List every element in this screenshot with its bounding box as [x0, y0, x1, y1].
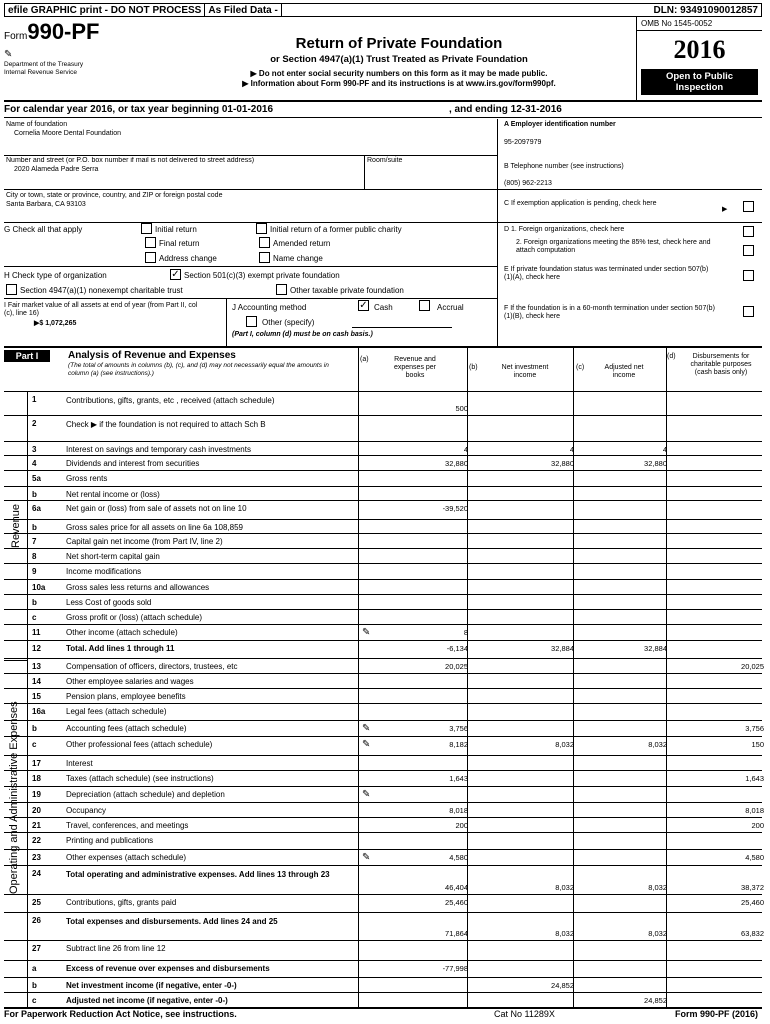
expenses-side-label: Operating and Administrative Expenses	[8, 701, 20, 894]
room-label: Room/suite	[367, 157, 403, 164]
table-row	[4, 771, 762, 787]
cell-d: 20,025	[741, 662, 764, 671]
table-row	[4, 549, 762, 564]
cell-a: -6,134	[446, 644, 468, 653]
agency-label: Department of the Treasury Internal Revenue Service	[4, 61, 84, 76]
phone-label: B Telephone number (see instructions)	[504, 163, 624, 170]
line-label: Contributions, gifts, grants, etc , received (attach schedule)	[66, 396, 275, 405]
omb-number: OMB No 1545-0052	[637, 17, 762, 31]
line-label: Legal fees (attach schedule)	[66, 707, 167, 716]
line-label: Other employee salaries and wages	[66, 677, 194, 686]
other-method-checkbox[interactable]	[246, 316, 257, 327]
table-row	[4, 487, 762, 501]
line-label: Printing and publications	[66, 836, 154, 845]
form-note-1: ▶ Do not enter social security numbers on this form as it may be made public.	[250, 69, 548, 78]
cash-checkbox[interactable]	[358, 300, 369, 311]
table-row	[4, 737, 762, 756]
address-change-label: Address change	[159, 254, 217, 263]
final-return-label: Final return	[159, 239, 200, 248]
ein-value: 95-2097979	[504, 139, 542, 146]
tax-year: 2016	[673, 35, 726, 64]
foundation-name: Cornelia Moore Dental Foundation	[14, 130, 122, 137]
form-subtitle: or Section 4947(a)(1) Trust Treated as Private Foundation	[270, 54, 528, 65]
line-label: Pension plans, employee benefits	[66, 692, 186, 701]
col-a-tag: (a)	[360, 356, 369, 363]
line-label: Interest on savings and temporary cash investments	[66, 445, 251, 454]
table-row	[4, 978, 762, 993]
final-return-checkbox[interactable]	[145, 237, 156, 248]
g-label: G Check all that apply	[4, 225, 83, 234]
d2-checkbox[interactable]	[743, 245, 754, 256]
line-label: Accounting fees (attach schedule)	[66, 724, 187, 733]
line-label: Other expenses (attach schedule)	[66, 853, 187, 862]
cell-d: 150	[751, 740, 764, 749]
table-row	[4, 392, 762, 416]
i-label: I Fair market value of all assets at end of year (from Part II, col (c), line 16)	[4, 302, 198, 317]
line-number: 8	[32, 552, 37, 561]
h-4947-checkbox[interactable]	[6, 284, 17, 295]
line-label: Net rental income or (loss)	[66, 490, 160, 499]
cell-d: 1,643	[745, 774, 764, 783]
line-number: 12	[32, 644, 41, 653]
other-method-label: Other (specify)	[262, 318, 315, 327]
line-number: b	[32, 981, 37, 990]
line-number: 10a	[32, 583, 46, 592]
cell-b: 8,032	[555, 929, 574, 938]
line-label: Travel, conferences, and meetings	[66, 821, 189, 830]
d2-label: 2. Foreign organizations meeting the 85% test, check here and attach computation	[516, 239, 711, 254]
cell-b: 24,852	[551, 981, 574, 990]
line-number: 23	[32, 853, 41, 862]
line-label: Occupancy	[66, 806, 107, 815]
cell-b: 4	[569, 445, 574, 454]
line-number: b	[32, 724, 37, 733]
line-number: b	[32, 523, 37, 532]
line-label: Taxes (attach schedule) (see instructions)	[66, 774, 214, 783]
line-label: Other professional fees (attach schedule)	[66, 740, 213, 749]
address-change-checkbox[interactable]	[145, 252, 156, 263]
cell-a: 20,025	[445, 662, 468, 671]
cell-a: 3,756	[449, 724, 468, 733]
form-title-block	[164, 35, 634, 89]
attachment-icon[interactable]: ✎	[362, 627, 371, 638]
phone-value: (805) 962-2213	[504, 180, 552, 187]
table-row	[4, 595, 762, 610]
col-b-header: Net investment income	[501, 364, 549, 379]
line-number: 14	[32, 677, 41, 686]
line-label: Net gain or (loss) from sale of assets not on line 10	[66, 504, 247, 513]
line-label: Subtract line 26 from line 12	[66, 944, 166, 953]
c-label: C If exemption application is pending, check here	[504, 200, 657, 207]
cell-c: 8,032	[648, 740, 667, 749]
efile-label: efile GRAPHIC print - DO NOT PROCESS	[5, 4, 205, 16]
line-number: b	[32, 598, 37, 607]
attachment-icon[interactable]: ✎	[362, 789, 371, 800]
line-number: 22	[32, 836, 41, 845]
table-row	[4, 941, 762, 961]
table-row	[4, 913, 762, 941]
calendar-begin: For calendar year 2016, or tax year beginning 01-01-2016	[4, 104, 274, 115]
line-label: Contributions, gifts, grants paid	[66, 898, 177, 907]
col-b-tag: (b)	[469, 364, 478, 371]
e-label: E If private foundation status was terminated under section 507(b)(1)(A), check here	[504, 266, 709, 281]
line-number: 9	[32, 567, 37, 576]
line-number: c	[32, 996, 37, 1005]
cell-a: 8,182	[449, 740, 468, 749]
cell-b: 32,884	[551, 644, 574, 653]
table-row	[4, 641, 762, 659]
table-row	[4, 442, 762, 456]
cell-a: -77,998	[442, 964, 468, 973]
initial-return-label: Initial return	[155, 225, 197, 234]
table-row	[4, 564, 762, 580]
accrual-label: Accrual	[437, 303, 464, 312]
form-title: Return of Private Foundation	[295, 35, 503, 52]
name-change-label: Name change	[273, 254, 323, 263]
table-row	[4, 674, 762, 689]
line-label: Compensation of officers, directors, trustees, etc	[66, 662, 238, 671]
line-label: Check ▶ if the foundation is not required to attach Sch B	[66, 420, 266, 429]
table-row	[4, 961, 762, 978]
line-label: Total expenses and disbursements. Add lines 24 and 25	[66, 917, 278, 926]
filed-label: As Filed Data -	[205, 4, 281, 16]
footer-cat: Cat No 11289X	[494, 1009, 555, 1019]
cell-a: 4	[463, 445, 468, 454]
cell-d: 8,018	[745, 806, 764, 815]
line-number: 15	[32, 692, 41, 701]
footer	[4, 1008, 762, 1022]
e-checkbox[interactable]	[743, 270, 754, 281]
line-label: Interest	[66, 759, 93, 768]
cell-a: 1,643	[449, 774, 468, 783]
cell-c: 32,884	[644, 644, 667, 653]
cell-a: 8	[463, 628, 468, 637]
cell-a: 500	[455, 404, 468, 413]
line-number: b	[32, 490, 37, 499]
h-other-label: Other taxable private foundation	[290, 286, 404, 295]
table-row	[4, 610, 762, 625]
part-label: Part I	[4, 350, 50, 362]
line-number: a	[32, 964, 37, 973]
i-value: ▶$ 1,072,265	[34, 320, 77, 327]
table-row	[4, 850, 762, 866]
table-row	[4, 993, 762, 1008]
table-row	[4, 756, 762, 771]
line-label: Total operating and administrative expenses. Add lines 13 through 23	[66, 870, 330, 879]
line-number: 19	[32, 790, 41, 799]
attachment-icon[interactable]: ✎	[362, 723, 371, 734]
line-label: Gross sales less returns and allowances	[66, 583, 210, 592]
table-row	[4, 704, 762, 721]
table-row	[4, 471, 762, 487]
cell-d: 38,372	[741, 883, 764, 892]
table-row	[4, 625, 762, 641]
c-checkbox[interactable]	[743, 201, 754, 212]
cell-a: 25,460	[445, 898, 468, 907]
part-note: (The total of amounts in columns (b), (c), and (d) may not necessarily equal the amounts in column (a) (see instructions).)	[68, 362, 329, 377]
line-number: 16a	[32, 707, 46, 716]
line-number: 6a	[32, 504, 41, 513]
amended-return-checkbox[interactable]	[259, 237, 270, 248]
line-number: c	[32, 613, 37, 622]
ein-label: A Employer identification number	[504, 121, 616, 128]
dln-label: DLN: 93491090012857	[653, 5, 758, 16]
cell-c: 4	[662, 445, 667, 454]
cell-a: 4,580	[449, 853, 468, 862]
f-label: F If the foundation is in a 60-month termination under section 507(b)(1)(B), check here	[504, 305, 715, 320]
footer-left: For Paperwork Reduction Act Notice, see instructions.	[4, 1009, 237, 1019]
line-label: Total. Add lines 1 through 11	[66, 644, 175, 653]
table-row	[4, 416, 762, 442]
line-number: 2	[32, 419, 37, 428]
line-label: Adjusted net income (if negative, enter -0-)	[66, 996, 228, 1005]
cell-d: 25,460	[741, 898, 764, 907]
line-label: Gross sales price for all assets on line 6a 108,859	[66, 523, 243, 532]
line-number: 26	[32, 916, 41, 925]
line-number: 21	[32, 821, 41, 830]
initial-former-checkbox[interactable]	[256, 223, 267, 234]
cell-d: 63,832	[741, 929, 764, 938]
attachment-icon[interactable]: ✎	[362, 739, 371, 750]
table-row	[4, 501, 762, 520]
street-address: 2020 Alameda Padre Serra	[14, 166, 99, 173]
name-change-checkbox[interactable]	[259, 252, 270, 263]
f-checkbox[interactable]	[743, 306, 754, 317]
cash-label: Cash	[374, 303, 393, 312]
cell-a: 8,018	[449, 806, 468, 815]
cell-c: 8,032	[648, 883, 667, 892]
cell-c: 32,880	[644, 459, 667, 468]
table-row	[4, 659, 762, 674]
col-d-header: Disbursements for charitable purposes (cash basis only)	[690, 353, 752, 376]
line-label: Capital gain net income (from Part IV, line 2)	[66, 537, 223, 546]
line-number: 1	[32, 395, 37, 404]
cell-c: 24,852	[644, 996, 667, 1005]
table-row	[4, 803, 762, 818]
cell-a: 71,864	[445, 929, 468, 938]
initial-return-checkbox[interactable]	[141, 223, 152, 234]
j-note: (Part I, column (d) must be on cash basis.)	[232, 331, 373, 338]
j-label: J Accounting method	[232, 303, 307, 312]
form-note-2: ▶ Information about Form 990-PF and its instructions is at www.irs.gov/form990pf.	[242, 79, 556, 88]
h-501c3-label: Section 501(c)(3) exempt private foundation	[184, 271, 340, 280]
cell-d: 200	[751, 821, 764, 830]
cell-a: 32,880	[445, 459, 468, 468]
col-c-tag: (c)	[576, 364, 585, 371]
form-header	[4, 17, 762, 102]
table-row	[4, 866, 762, 895]
year-box	[636, 17, 762, 100]
table-row	[4, 534, 762, 549]
attachment-icon: ✎	[4, 49, 13, 60]
line-number: 4	[32, 459, 37, 468]
line-label: Net short-term capital gain	[66, 552, 160, 561]
cell-a: 46,404	[445, 883, 468, 892]
line-label: Excess of revenue over expenses and disbursements	[66, 964, 270, 973]
d1-checkbox[interactable]	[743, 226, 754, 237]
line-label: Depreciation (attach schedule) and depletion	[66, 790, 225, 799]
line-number: 13	[32, 662, 41, 671]
h-501c3-checkbox[interactable]	[170, 269, 181, 280]
cell-d: 4,580	[745, 853, 764, 862]
table-row	[4, 833, 762, 850]
line-label: Net investment income (if negative, enter -0-)	[66, 981, 237, 990]
line-number: 25	[32, 898, 41, 907]
cell-b: 8,032	[555, 883, 574, 892]
col-d-tag: (d)	[667, 353, 676, 360]
h-4947-label: Section 4947(a)(1) nonexempt charitable trust	[20, 286, 183, 295]
table-row	[4, 689, 762, 704]
col-c-header: Adjusted net income	[604, 364, 644, 379]
line-label: Less Cost of goods sold	[66, 598, 152, 607]
footer-form: Form 990-PF (2016)	[674, 1009, 758, 1019]
line-number: 17	[32, 759, 41, 768]
table-row	[4, 721, 762, 737]
line-number: c	[32, 740, 37, 749]
d1-label: D 1. Foreign organizations, check here	[504, 226, 625, 233]
col-a-header: Revenue and expenses per books	[393, 356, 437, 379]
table-row	[4, 456, 762, 471]
line-label: Dividends and interest from securities	[66, 459, 200, 468]
line-label: Income modifications	[66, 567, 142, 576]
line-number: 20	[32, 806, 41, 815]
name-label: Name of foundation	[6, 121, 68, 128]
cell-a: -39,520	[442, 504, 468, 513]
line-label: Gross profit or (loss) (attach schedule)	[66, 613, 203, 622]
accrual-checkbox[interactable]	[419, 300, 430, 311]
amended-return-label: Amended return	[273, 239, 331, 248]
top-bar	[4, 3, 762, 17]
line-number: 27	[32, 944, 41, 953]
initial-former-label: Initial return of a former public charity	[270, 225, 402, 234]
line-number: 7	[32, 537, 37, 546]
h-label: H Check type of organization	[4, 271, 107, 280]
open-inspection-badge: Open to Public Inspection	[641, 69, 758, 95]
table-row	[4, 787, 762, 803]
cell-d: 3,756	[745, 724, 764, 733]
attachment-icon[interactable]: ✎	[362, 852, 371, 863]
revenue-side-label: Revenue	[10, 503, 22, 548]
cell-a: 200	[455, 821, 468, 830]
line-number: 5a	[32, 474, 41, 483]
city-value: Santa Barbara, CA 93103	[6, 201, 86, 208]
city-label: City or town, state or province, country, and ZIP or foreign postal code	[6, 192, 223, 199]
line-label: Other income (attach schedule)	[66, 628, 178, 637]
line-number: 18	[32, 774, 41, 783]
street-label: Number and street (or P.O. box number if mail is not delivered to street address)	[6, 157, 255, 164]
cell-b: 32,880	[551, 459, 574, 468]
form-number: Form990-PF	[4, 19, 100, 44]
table-row	[4, 580, 762, 595]
table-row	[4, 818, 762, 833]
cell-c: 8,032	[648, 929, 667, 938]
h-other-checkbox[interactable]	[276, 284, 287, 295]
line-number: 11	[32, 628, 41, 637]
line-number: 24	[32, 869, 41, 878]
part-title: Analysis of Revenue and Expenses	[68, 350, 236, 361]
line-label: Gross rents	[66, 474, 108, 483]
calendar-end: , and ending 12-31-2016	[449, 104, 562, 115]
table-row	[4, 520, 762, 534]
table-row	[4, 895, 762, 913]
cell-b: 8,032	[555, 740, 574, 749]
calendar-year-line	[4, 104, 762, 118]
line-number: 3	[32, 445, 37, 454]
